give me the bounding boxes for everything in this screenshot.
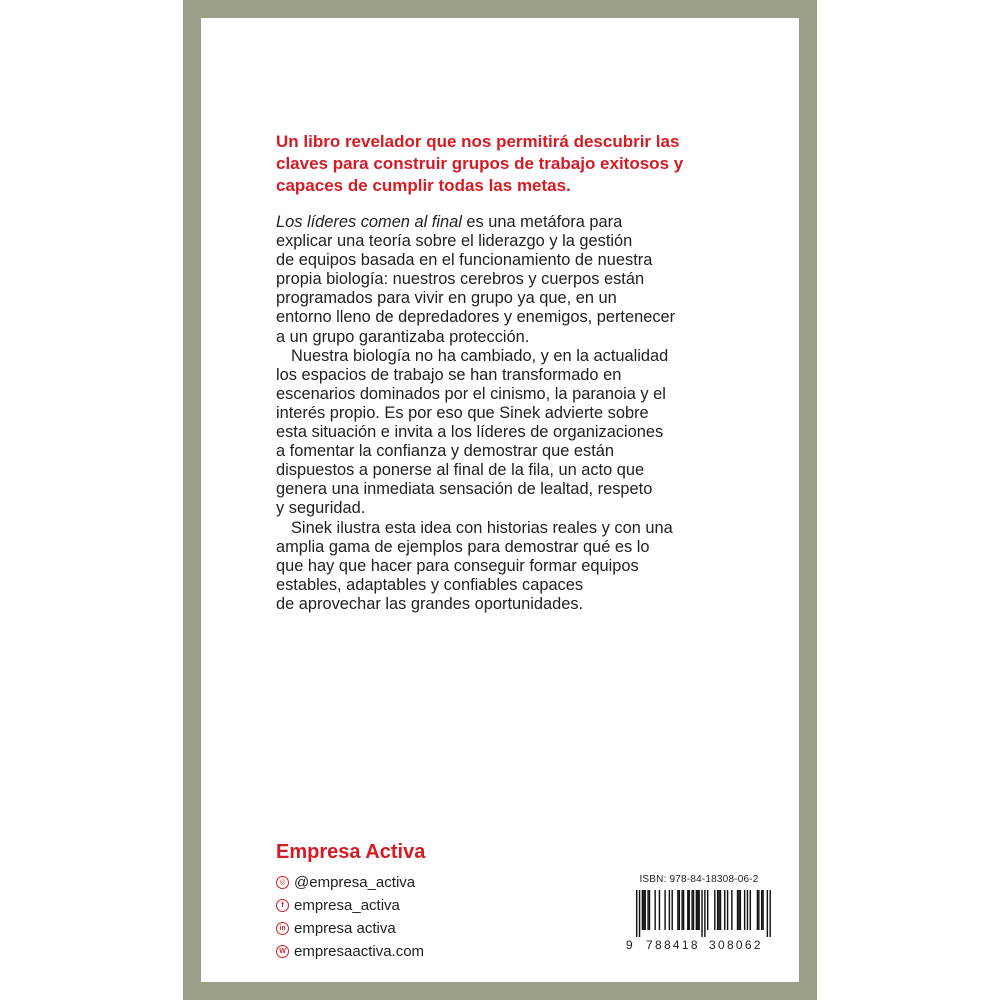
blurb-line: los espacios de trabajo se han transformado en [276, 365, 622, 384]
blurb-line: a fomentar la confianza y demostrar que están [276, 442, 615, 461]
barcode-bar [689, 890, 690, 930]
tagline [276, 131, 746, 197]
cover-panel [201, 18, 799, 982]
barcode-bar [714, 890, 715, 930]
social-label: empresaactiva.com [294, 943, 425, 960]
social-item-instagram[interactable] [276, 871, 424, 894]
blurb-line: y seguridad. [276, 499, 366, 518]
website-icon: W [276, 945, 289, 958]
barcode-bar [664, 890, 665, 930]
barcode-bar [762, 890, 763, 930]
barcode-bar [704, 890, 705, 937]
blurb-line: de aprovechar las grandes oportunidades. [276, 594, 584, 613]
barcode-bar [750, 890, 751, 930]
social-item-facebook[interactable] [276, 894, 424, 917]
barcode-bar [691, 890, 692, 930]
barcode-bar [672, 890, 673, 930]
barcode-digits [626, 938, 772, 952]
blurb-line: a un grupo garantizaba protección. [276, 327, 530, 346]
barcode-bar [698, 890, 699, 930]
barcode-bar [687, 890, 688, 930]
barcode-bar [717, 890, 718, 930]
linkedin-icon: in [276, 922, 289, 935]
blurb-line: Nuestra biología no ha cambiado, y en la actualidad [291, 346, 669, 365]
blurb-line-rest: es una metáfora para [461, 213, 623, 231]
blurb-line: interés propio. Es por eso que Sinek advierte sobre [276, 403, 649, 422]
blurb-line: genera una inmediata sensación de lealtad, respeto [276, 480, 653, 499]
barcode-bar [738, 890, 739, 930]
blurb-line: Sinek ilustra esta idea con historias reales y con una [291, 518, 673, 537]
blurb-text [276, 213, 746, 614]
blurb-line: que hay que hacer para conseguir formar equipos [276, 556, 639, 575]
barcode-bar [758, 890, 759, 930]
isbn-label: ISBN: 978-84-18308-06-2 [639, 874, 759, 885]
blurb-line [276, 213, 746, 232]
barcode-bar [744, 890, 745, 930]
barcode [626, 890, 772, 938]
social-links [276, 871, 424, 963]
barcode-bar [720, 890, 721, 930]
barcode-bar [659, 890, 660, 930]
blurb-line: programados para vivir en grupo ya que, en un [276, 289, 617, 308]
barcode-bar [769, 890, 770, 937]
book-title: Los líderes comen al final [276, 213, 462, 231]
social-label: @empresa_activa [294, 874, 416, 891]
isbn-block [626, 874, 772, 952]
barcode-bar [727, 890, 728, 930]
tagline-line: capaces de cumplir todas las metas. [276, 176, 571, 195]
barcode-bar [767, 890, 768, 937]
barcode-bar [649, 890, 650, 930]
barcode-bar [647, 890, 648, 930]
facebook-icon: f [276, 899, 289, 912]
instagram-icon: ◎ [276, 876, 289, 889]
publisher-name: Empresa Activa [276, 841, 426, 863]
barcode-bar [636, 890, 637, 937]
barcode-first-digit: 9 [626, 938, 633, 952]
barcode-bar [724, 890, 725, 930]
barcode-bar [677, 890, 678, 930]
barcode-bar [683, 890, 684, 930]
social-item-linkedin[interactable] [276, 917, 424, 940]
blurb-line: dispuestos a ponerse al final de la fila, un acto que [276, 461, 645, 480]
barcode-bar [707, 890, 708, 930]
barcode-bar [681, 890, 682, 930]
barcode-bar [731, 890, 732, 930]
barcode-bar [654, 890, 655, 930]
blurb-line: explicar una teoría sobre el liderazgo y la gestión [276, 232, 633, 251]
tagline-line: claves para construir grupos de trabajo exitosos y [276, 154, 684, 173]
barcode-bar [642, 890, 643, 930]
barcode-right-digits: 308062 [709, 938, 763, 952]
barcode-bar [645, 890, 646, 930]
barcode-bar [669, 890, 670, 930]
barcode-bar [761, 890, 762, 930]
blurb-line: esta situación e invita a los líderes de organizaciones [276, 423, 664, 442]
barcode-bar [693, 890, 694, 930]
blurb-line: estables, adaptables y confiables capaces [276, 575, 584, 594]
barcode-bar [639, 890, 640, 937]
barcode-bar [747, 890, 748, 930]
barcode-bar [718, 890, 719, 930]
blurb-line: de equipos basada en el funcionamiento de nuestra [276, 251, 653, 270]
social-label: empresa activa [294, 920, 396, 937]
blurb-line: amplia gama de ejemplos para demostrar qué es lo [276, 537, 650, 556]
barcode-left-digits: 788418 [646, 938, 700, 952]
barcode-bar [701, 890, 702, 937]
tagline-line: Un libro revelador que nos permitirá descubrir las [276, 132, 680, 151]
blurb-line: escenarios dominados por el cinismo, la paranoia y el [276, 384, 666, 403]
barcode-bar [643, 890, 644, 930]
barcode-bar [679, 890, 680, 930]
social-item-website[interactable] [276, 940, 424, 963]
barcode-bar [740, 890, 741, 930]
barcode-bar [737, 890, 738, 930]
barcode-bar [697, 890, 698, 930]
blurb-line: entorno lleno de depredadores y enemigos, pertenecer [276, 308, 676, 327]
barcode-bar [696, 890, 697, 930]
blurb-line: propia biología: nuestros cerebros y cuerpos están [276, 270, 645, 289]
book-back-cover [183, 0, 817, 1000]
barcode-bar [757, 890, 758, 930]
social-label: empresa_activa [294, 897, 400, 914]
